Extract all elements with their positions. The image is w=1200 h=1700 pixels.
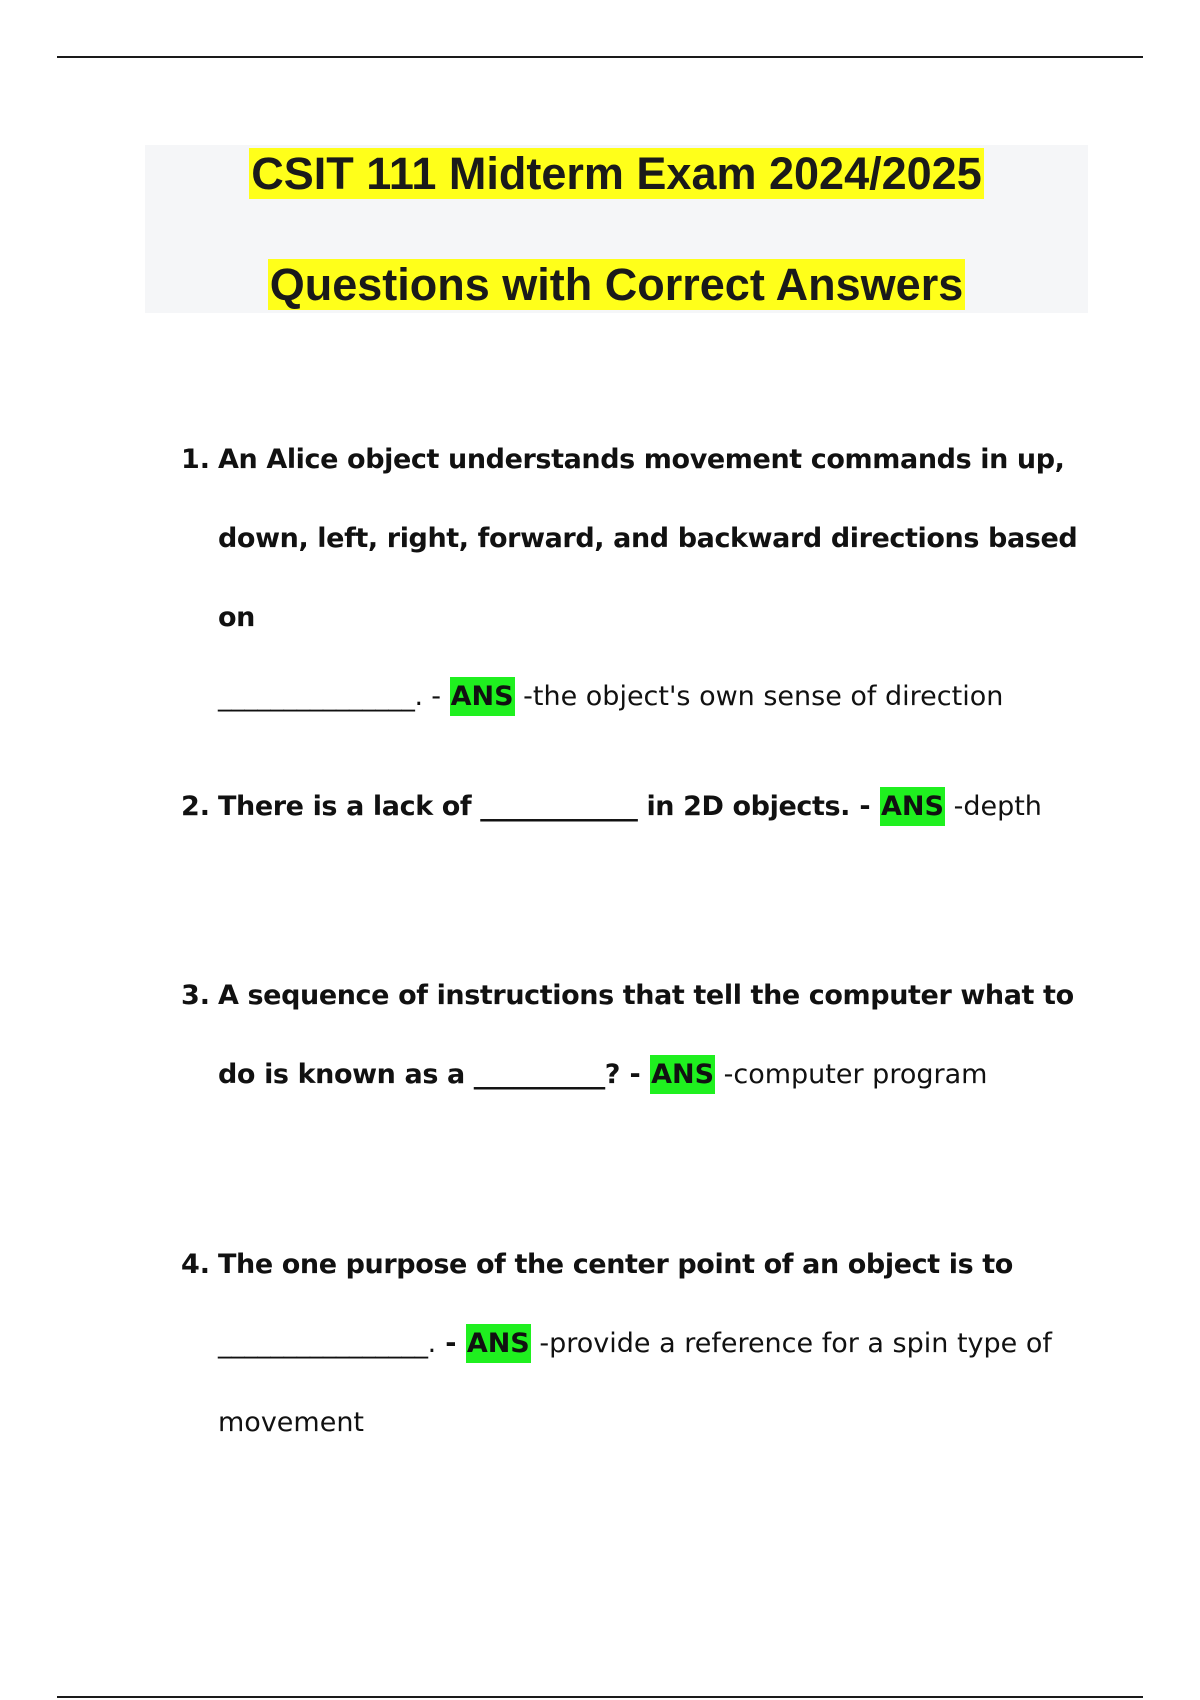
question-item bbox=[181, 956, 1081, 1114]
top-rule bbox=[57, 56, 1143, 58]
question-number: 2. bbox=[181, 791, 211, 822]
question-number: 1. bbox=[181, 444, 211, 475]
answer-separator: - bbox=[850, 791, 881, 822]
question-item bbox=[181, 1225, 1081, 1462]
question-blank: _______________. bbox=[218, 681, 423, 712]
question-text: There is a lack of ____________ in 2D objects. bbox=[218, 791, 851, 822]
question-item bbox=[181, 420, 1081, 736]
title-banner bbox=[145, 145, 1088, 313]
question-body bbox=[218, 956, 1081, 1114]
answer-text: -the object's own sense of direction bbox=[523, 681, 1004, 712]
answer-separator: - bbox=[422, 681, 450, 712]
answer-separator: - bbox=[435, 1328, 466, 1359]
answer-label: ANS bbox=[450, 677, 515, 716]
question-body bbox=[218, 767, 1081, 846]
question-number: 4. bbox=[181, 1249, 211, 1280]
question-text: The one purpose of the center point of an object is to bbox=[218, 1249, 1013, 1280]
answer-label: ANS bbox=[880, 787, 945, 826]
question-body bbox=[218, 420, 1081, 736]
question-number: 3. bbox=[181, 980, 211, 1011]
question-text: An Alice object understands movement commands in up, down, left, right, forward, and backward directions based on bbox=[218, 444, 1078, 633]
answer-text: -depth bbox=[953, 791, 1042, 822]
answer-text: -provide a reference for a spin type of movement bbox=[218, 1328, 1052, 1438]
answer-separator: - bbox=[620, 1059, 651, 1090]
page-title-line-2: Questions with Correct Answers bbox=[269, 259, 964, 310]
answer-label: ANS bbox=[466, 1324, 531, 1363]
bottom-rule bbox=[57, 1696, 1143, 1698]
question-item bbox=[181, 767, 1081, 846]
answer-label: ANS bbox=[650, 1055, 715, 1094]
page-title-line-1: CSIT 111 Midterm Exam 2024/2025 bbox=[251, 148, 982, 199]
answer-text: -computer program bbox=[723, 1059, 988, 1090]
question-body bbox=[218, 1225, 1081, 1462]
question-blank: ________________. bbox=[218, 1328, 436, 1359]
question-text: A sequence of instructions that tell the computer what to do is known as a __________? bbox=[218, 980, 1074, 1090]
